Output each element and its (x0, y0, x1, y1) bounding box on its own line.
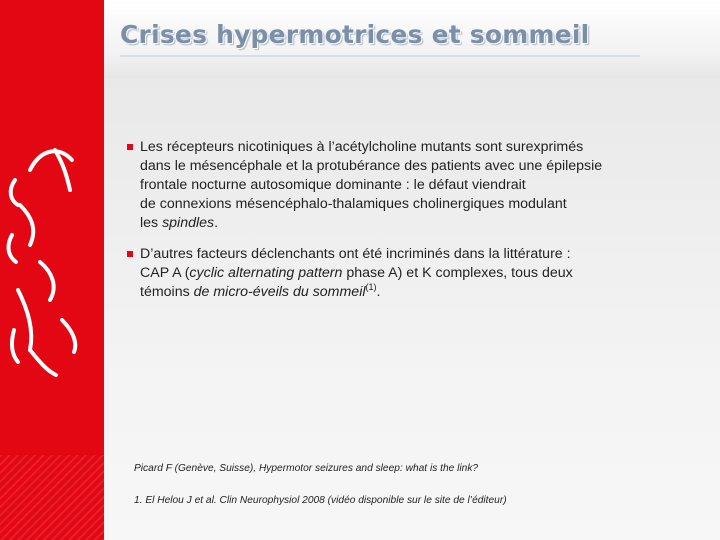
bullet-item (140, 245, 700, 302)
bullet-line: D’autres facteurs déclenchants ont été incriminés dans la littérature : (140, 246, 571, 262)
bullet-line: de connexions mésencéphalo-thalamiques cholinergiques modulant (140, 196, 567, 212)
italic-term: de micro-éveils du sommeil (193, 284, 366, 300)
italic-term: spindles (162, 215, 215, 231)
reference-citation: 1. El Helou J et al. Clin Neurophysiol 2008 (vidéo disponible sur le site de l’éditeur) (134, 495, 507, 506)
bullet-item (140, 138, 700, 233)
bullet-line: frontale nocturne autosomique dominante : le défaut viendrait (140, 177, 526, 193)
bullet-line (140, 264, 700, 283)
text-segment: phase A) et K complexes, tous deux (342, 265, 573, 281)
reference-source: Picard F (Genève, Suisse), Hypermotor seizures and sleep: what is the link? (134, 463, 479, 474)
sidebar-texture (0, 455, 104, 540)
italic-term: cyclic alternating pattern (189, 265, 343, 281)
text-segment: . (214, 215, 219, 231)
bullet-line (140, 283, 700, 302)
bullet-line: Les récepteurs nicotiniques à l’acétylcholine mutants sont surexprimés (140, 139, 584, 155)
citation-superscript: (1) (365, 282, 377, 292)
text-segment: . (376, 284, 381, 300)
text-segment: CAP A ( (140, 265, 190, 281)
bullet-line (140, 214, 700, 233)
text-segment: témoins (140, 284, 194, 300)
bullet-line: dans le mésencéphale et la protubérance des patients avec une épilepsie (140, 158, 603, 174)
running-figure-illustration (0, 0, 104, 460)
text-segment: les (140, 215, 163, 231)
bullet-marker (127, 251, 133, 257)
title-divider (120, 55, 640, 57)
sidebar (0, 0, 104, 540)
page-title: Crises hypermotrices et sommeil (120, 20, 590, 49)
bullet-marker (127, 144, 133, 150)
